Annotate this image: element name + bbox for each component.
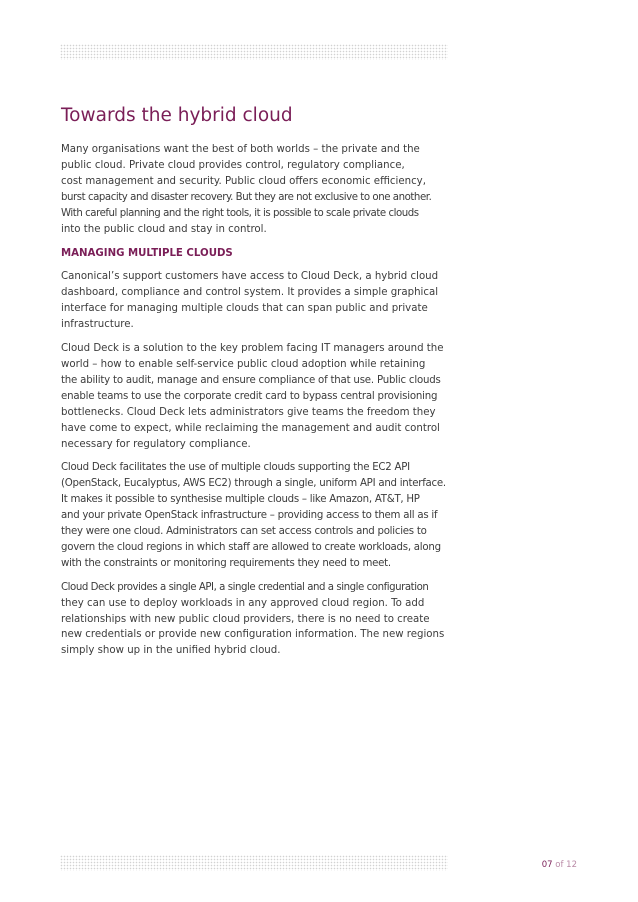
page-number [542, 859, 577, 871]
paragraph-line: bottlenecks. Cloud Deck lets administrators give teams the freedom they [61, 406, 436, 418]
paragraph-line: Cloud Deck facilitates the use of multiple clouds supporting the EC2 API [61, 462, 410, 474]
body-paragraph-1 [61, 269, 451, 333]
paragraph-line: Canonical’s support customers have access to Cloud Deck, a hybrid cloud [61, 271, 439, 283]
paragraph-line: and your private OpenStack infrastructure – providing access to them all as if [61, 510, 438, 522]
paragraph-line: they were one cloud. Administrators can set access controls and policies to [61, 526, 427, 538]
paragraph-line: cost management and security. Public cloud offers economic efficiency, [61, 175, 426, 187]
paragraph-line: necessary for regulatory compliance. [61, 438, 251, 450]
top-dotted-band [60, 44, 448, 60]
paragraph-line: infrastructure. [61, 319, 134, 331]
body-paragraph-4 [61, 580, 451, 660]
paragraph-line: simply show up in the unified hybrid cloud. [61, 645, 281, 657]
paragraph-line: dashboard, compliance and control system. It provides a simple graphical [61, 287, 439, 299]
paragraph-line: interface for managing multiple clouds that can span public and private [61, 303, 428, 315]
bottom-dotted-band [60, 855, 448, 871]
paragraph-line: public cloud. Private cloud provides control, regulatory compliance, [61, 159, 405, 171]
paragraph-line: Cloud Deck is a solution to the key problem facing IT managers around the [61, 343, 444, 355]
document-content [61, 104, 451, 667]
page-title: Towards the hybrid cloud [61, 105, 293, 126]
paragraph-line: govern the cloud regions in which staff are allowed to create workloads, along [61, 541, 441, 553]
paragraph-line: Many organisations want the best of both worlds – the private and the [61, 144, 420, 155]
paragraph-line: Cloud Deck provides a single API, a single credential and a single configuration [61, 581, 429, 593]
paragraph-line: burst capacity and disaster recovery. But they are not exclusive to one another. [61, 191, 432, 203]
body-paragraph-3 [61, 460, 451, 571]
paragraph-line: It makes it possible to synthesise multiple clouds – like Amazon, AT&T, HP [61, 494, 420, 506]
section-heading: MANAGING MULTIPLE CLOUDS [61, 248, 233, 260]
paragraph-line: into the public cloud and stay in control. [61, 223, 267, 235]
paragraph-line: world – how to enable self-service public cloud adoption while retaining [61, 358, 426, 370]
paragraph-line: have come to expect, while reclaiming the management and audit control [61, 422, 440, 434]
intro-paragraph [61, 142, 451, 237]
body-paragraph-2 [61, 341, 451, 452]
paragraph-line: the ability to audit, manage and ensure compliance of that use. Public clouds [61, 374, 441, 386]
paragraph-line: they can use to deploy workloads in any approved cloud region. To add [61, 597, 425, 609]
paragraph-line: With careful planning and the right tools, it is possible to scale private clouds [61, 207, 419, 219]
current-page-number: 07 [541, 860, 553, 870]
paragraph-line: enable teams to use the corporate credit card to bypass central provisioning [61, 390, 438, 402]
page-total: of 12 [555, 860, 577, 870]
paragraph-line: (OpenStack, Eucalyptus, AWS EC2) through a single, uniform API and interface. [61, 478, 446, 490]
paragraph-line: with the constraints or monitoring requirements they need to meet. [61, 557, 391, 569]
paragraph-line: relationships with new public cloud providers, there is no need to create [61, 613, 430, 625]
paragraph-line: new credentials or provide new configuration information. The new regions [61, 629, 445, 641]
